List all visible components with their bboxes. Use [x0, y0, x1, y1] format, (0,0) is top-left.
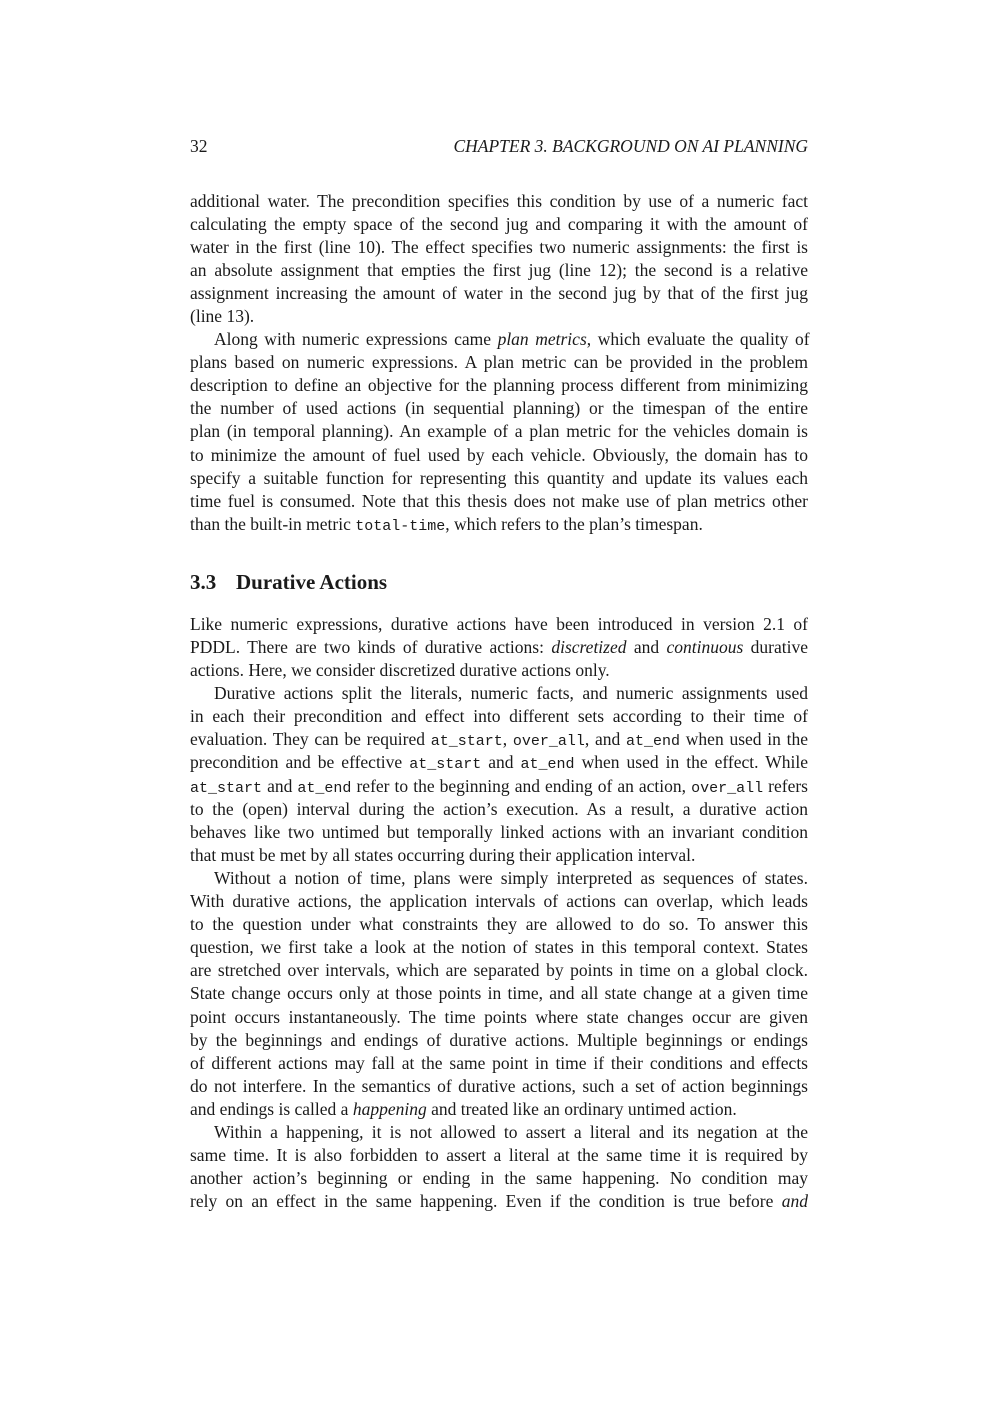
section-number: 3.3: [190, 570, 217, 595]
text-segment: time fuel is consumed. Note that this thesis does not make use of plan metrics other: [190, 490, 808, 511]
text-segment: description to define an objective for the planning process different from minimizing: [190, 375, 808, 396]
text-segment: and endings is called a: [190, 1098, 353, 1119]
code-text: at_end: [626, 733, 681, 751]
text-segment: water in the first (line 10). The effect specifies two numeric assignments: the first is: [190, 236, 808, 257]
text-segment: , and: [584, 729, 627, 750]
code-text: at_start: [190, 779, 263, 797]
text-line: [190, 259, 808, 282]
text-segment: precondition and be effective: [190, 752, 410, 773]
text-segment: actions. Here, we consider discretized durative actions only.: [190, 660, 610, 681]
code-text: over_all: [691, 779, 764, 797]
text-line: [190, 351, 808, 374]
text-line: [190, 1098, 808, 1121]
text-segment: to the (open) interval during the action’s execution. As a result, a durative action: [190, 798, 808, 819]
text-segment: durative: [743, 637, 809, 657]
text-segment: additional water. The precondition specifies this condition by use of a numeric fact: [190, 190, 808, 211]
text-segment: evaluation. They can be required: [190, 729, 431, 750]
text-segment: With durative actions, the application intervals of actions can overlap, which leads: [190, 891, 808, 912]
code-text: at_end: [297, 779, 352, 797]
text-line: [190, 374, 808, 397]
text-line: [190, 936, 808, 959]
text-segment: State change occurs only at those points in time, and all state change at a given time: [190, 983, 808, 1004]
text-line: [190, 328, 808, 351]
text-segment: the number of used actions (in sequential planning) or the timespan of the entire: [190, 398, 808, 419]
paragraph: [190, 1121, 808, 1213]
text-segment: point occurs instantaneously. The time points where state changes occur are given: [190, 1006, 808, 1027]
text-line: [190, 213, 808, 236]
text-segment: in each their precondition and effect into different sets according to their time of: [190, 706, 808, 727]
text-line: [190, 728, 808, 751]
emphasis-text: continuous: [666, 637, 744, 657]
text-segment: and: [262, 775, 298, 796]
code-text: total-time: [355, 517, 446, 535]
text-segment: behaves like two untimed but temporally linked actions with an invariant condition: [190, 821, 808, 842]
code-text: at_start: [430, 733, 503, 751]
text-segment: (line 13).: [190, 305, 255, 326]
text-segment: Within a happening, it is not allowed to assert a literal and its negation at the: [214, 1121, 808, 1142]
code-text: at_start: [409, 756, 482, 774]
text-segment: than the built-in metric: [190, 513, 356, 534]
text-segment: plan (in temporal planning). An example of a plan metric for the vehicles domain is: [190, 421, 808, 442]
text-segment: question, we first take a look at the notion of states in this temporal context. States: [190, 937, 808, 958]
text-line: [190, 1075, 808, 1098]
paragraph: [190, 328, 808, 536]
text-line: [190, 467, 808, 490]
text-segment: of different actions may fall at the same point in time if their conditions and effects: [190, 1052, 808, 1073]
text-segment: ,: [502, 729, 513, 750]
text-line: [190, 613, 808, 636]
text-segment: assignment increasing the amount of water in the second jug by that of the first jug: [190, 282, 808, 303]
text-segment: that must be met by all states occurring during their application interval.: [190, 844, 696, 865]
text-line: [190, 890, 808, 913]
page-number: 32: [190, 136, 208, 156]
text-segment: same time. It is also forbidden to assert a literal at the same time it is required by: [190, 1145, 808, 1166]
text-segment: Without a notion of time, plans were simply interpreted as sequences of states.: [214, 867, 808, 888]
text-segment: when used in the effect. While: [574, 752, 808, 773]
paragraph: [190, 682, 808, 867]
code-text: over_all: [512, 733, 585, 751]
text-segment: specify a suitable function for representing this quantity and update its values each: [190, 467, 808, 488]
section-title: Durative Actions: [236, 570, 388, 595]
page-body: [190, 190, 808, 1214]
text-line: [190, 636, 808, 659]
text-line: [190, 444, 808, 467]
text-line: [190, 798, 808, 821]
running-head: CHAPTER 3. BACKGROUND ON AI PLANNING: [453, 136, 808, 156]
text-segment: do not interfere. In the semantics of durative actions, such a set of action beginnings: [190, 1075, 808, 1096]
text-line: [190, 844, 808, 867]
text-segment: Along with numeric expressions came: [214, 329, 498, 350]
paragraph: [190, 867, 808, 1121]
text-line: [190, 1006, 808, 1029]
text-segment: are stretched over intervals, which are separated by points in time on a global clock.: [190, 960, 808, 981]
emphasis-text: and: [781, 1191, 808, 1212]
text-segment: calculating the empty space of the second jug and comparing it with the amount of: [190, 213, 808, 234]
emphasis-text: plan metrics: [497, 329, 587, 350]
text-segment: plans based on numeric expressions. A plan metric can be provided in the problem: [190, 352, 808, 373]
text-line: [190, 682, 808, 705]
text-segment: refers: [763, 775, 808, 796]
text-line: [190, 821, 808, 844]
text-segment: rely on an effect in the same happening. Even if the condition is true before: [190, 1191, 782, 1212]
text-line: [190, 1190, 808, 1213]
text-segment: , which evaluate the quality of: [586, 329, 810, 350]
text-line: [190, 959, 808, 982]
text-line: [190, 420, 808, 443]
text-line: [190, 282, 808, 305]
text-segment: another action’s beginning or ending in the same happening. No condition may: [190, 1168, 808, 1189]
text-segment: to minimize the amount of fuel used by each vehicle. Obviously, the domain has to: [190, 444, 808, 465]
text-segment: Durative actions split the literals, numeric facts, and numeric assignments used: [214, 683, 808, 704]
text-segment: Like numeric expressions, durative actions have been introduced in version 2.1 of: [190, 613, 808, 634]
emphasis-text: discretized: [551, 637, 627, 657]
text-segment: by the beginnings and endings of durative actions. Multiple beginnings or endings: [190, 1029, 808, 1050]
text-segment: and: [626, 637, 667, 657]
text-segment: , which refers to the plan’s timespan.: [445, 513, 703, 534]
text-line: [190, 751, 808, 774]
text-line: [190, 1029, 808, 1052]
code-text: at_end: [520, 756, 575, 774]
text-line: [190, 1121, 808, 1144]
text-line: [190, 1052, 808, 1075]
section-heading: [190, 567, 808, 597]
text-line: [190, 305, 808, 328]
text-line: [190, 913, 808, 936]
text-segment: to the question under what constraints they are allowed to do so. To answer this: [190, 914, 808, 935]
text-line: [190, 236, 808, 259]
emphasis-text: happening: [352, 1098, 427, 1119]
text-line: [190, 705, 808, 728]
text-line: [190, 982, 808, 1005]
text-line: [190, 867, 808, 890]
paragraph: [190, 190, 808, 329]
text-segment: and treated like an ordinary untimed action.: [426, 1098, 737, 1119]
text-segment: and: [481, 752, 521, 773]
text-segment: PDDL. There are two kinds of durative actions:: [190, 637, 552, 657]
text-line: [190, 397, 808, 420]
text-line: [190, 775, 808, 798]
text-line: [190, 659, 808, 682]
text-line: [190, 190, 808, 213]
text-segment: when used in the: [680, 729, 808, 750]
text-line: [190, 513, 808, 536]
text-line: [190, 1144, 808, 1167]
text-segment: an absolute assignment that empties the first jug (line 12); the second is a relative: [190, 259, 808, 280]
page-header: [190, 136, 808, 160]
paragraph: [190, 613, 808, 682]
text-segment: refer to the beginning and ending of an action,: [351, 775, 692, 796]
text-line: [190, 490, 808, 513]
text-line: [190, 1167, 808, 1190]
